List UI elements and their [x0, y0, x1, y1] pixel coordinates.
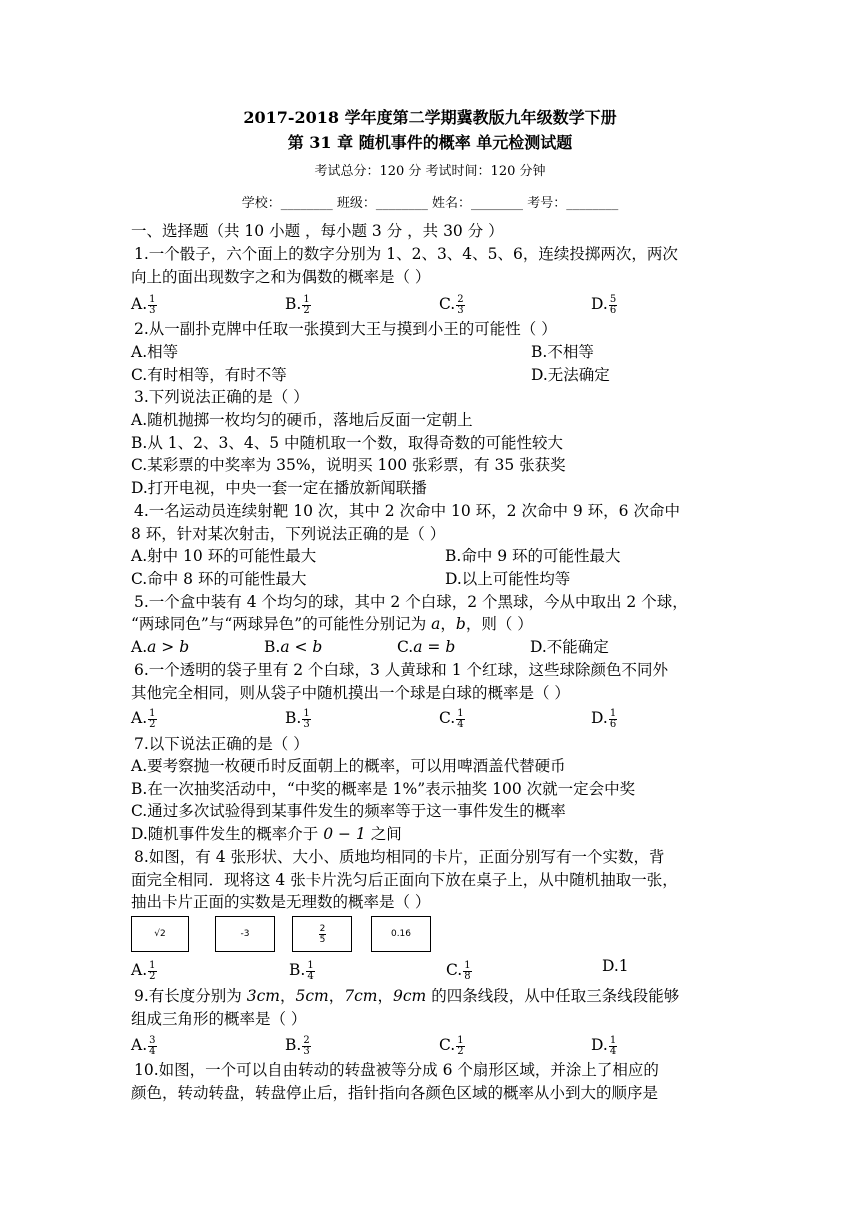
q7-option-b: B.在一次抽奖活动中，“中奖的概率是 1%”表示抽奖 100 次就一定会中奖	[131, 780, 636, 798]
student-info: 学校：________ 班级：________ 姓名：________ 考号：________	[241, 196, 619, 211]
q5-option-a: A.a > b	[131, 638, 190, 656]
title-line-1: 2017-2018 学年度第二学期冀教版九年级数学下册	[243, 108, 617, 127]
q8-option-d: D.1	[602, 957, 629, 975]
q6-line-1: 6.一个透明的袋子里有 2 个白球，3 人黄球和 1 个红球，这些球除颜色不同外	[134, 661, 669, 679]
q9-option-d: D. $\frac{1}{4}$	[591, 1034, 617, 1057]
q9-line-1: 9.有长度分别为 3cm，5cm，7cm，9cm 的四条线段，从中任取三条线段能够	[134, 987, 680, 1005]
q2-option-a: A.相等	[131, 343, 179, 361]
section-heading: 一、选择题（共 10 小题 ，每小题 3 分 ，共 30 分 ）	[131, 222, 504, 240]
q2-option-d: D.无法确定	[531, 366, 610, 384]
q10-line-1: 10.如图，一个可以自由转动的转盘被等分成 6 个扇形区域，并涂上了相应的	[134, 1061, 659, 1079]
q3-option-d: D.打开电视，中央一套一定在播放新闻联播	[131, 479, 427, 497]
q1-option-b: B. $\frac{1}{2}$	[285, 293, 310, 316]
q6-option-d: D. $\frac{1}{6}$	[591, 707, 617, 730]
exam-info: 考试总分：120 分 考试时间：120 分钟	[314, 164, 546, 179]
q1-option-c: C. $\frac{2}{3}$	[439, 293, 464, 316]
q6-option-b: B. $\frac{1}{3}$	[285, 707, 310, 730]
q8-card-sqrt2: √2	[131, 916, 189, 952]
q5-option-b: B.a < b	[264, 638, 323, 656]
q7-option-a: A.要考察抛一枚硬币时反面朝上的概率，可以用啤酒盖代替硬币	[131, 757, 566, 775]
q4-option-a: A.射中 10 环的可能性最大	[131, 547, 317, 565]
q1-line-1: 1.一个骰子，六个面上的数字分别为 1、2、3、4、5、6，连续投掷两次，两次	[134, 245, 678, 263]
q5-option-d: D.不能确定	[530, 638, 609, 656]
q3-option-b: B.从 1、2、3、4、5 中随机取一个数，取得奇数的可能性较大	[131, 434, 563, 452]
q4-line-2: 8 环，针对某次射击，下列说法正确的是（ ）	[131, 525, 446, 543]
q7-line-1: 7.以下说法正确的是（ ）	[134, 735, 309, 753]
q9-option-a: A. $\frac{3}{4}$	[131, 1034, 156, 1057]
q3-option-a: A.随机抛掷一枚均匀的硬币，落地后反面一定朝上	[131, 411, 473, 429]
q4-option-b: B.命中 9 环的可能性最大	[445, 547, 621, 565]
q9-line-2: 组成三角形的概率是（ ）	[131, 1010, 307, 1028]
q9-option-b: B. $\frac{2}{3}$	[285, 1034, 310, 1057]
q5-line-1: 5.一个盒中装有 4 个均匀的球，其中 2 个白球，2 个黑球，今从中取出 2 个球，	[134, 593, 688, 611]
q5-line-2: “两球同色”与“两球异色”的可能性分别记为 a，b，则（ ）	[131, 615, 533, 633]
q3-line-1: 3.下列说法正确的是（ ）	[134, 388, 309, 406]
q8-line-2: 面完全相同．现将这 4 张卡片洗匀后正面向下放在桌子上，从中随机抽取一张，	[131, 871, 678, 889]
q2-option-b: B.不相等	[531, 343, 594, 361]
q8-card-neg3: -3	[215, 916, 275, 952]
q6-line-2: 其他完全相同，则从袋子中随机摸出一个球是白球的概率是（ ）	[131, 684, 570, 702]
q1-option-a: A. $\frac{1}{3}$	[131, 293, 156, 316]
q6-option-c: C. $\frac{1}{4}$	[439, 707, 464, 730]
q8-line-3: 抽出卡片正面的实数是无理数的概率是（ ）	[131, 893, 431, 911]
q4-line-1: 4.一名运动员连续射靶 10 次，其中 2 次命中 10 环，2 次命中 9 环，6 次命中	[134, 502, 680, 520]
q3-option-c: C.某彩票的中奖率为 35%，说明买 100 张彩票，有 35 张获奖	[131, 456, 566, 474]
q8-line-1: 8.如图，有 4 张形状、大小、质地均相同的卡片，正面分别写有一个实数，背	[134, 848, 665, 866]
q4-option-c: C.命中 8 环的可能性最大	[131, 570, 307, 588]
q1-line-2: 向上的面出现数字之和为偶数的概率是（ ）	[131, 268, 431, 286]
q7-option-c: C.通过多次试验得到某事件发生的频率等于这一事件发生的概率	[131, 802, 566, 820]
q2-line-1: 2.从一副扑克牌中任取一张摸到大王与摸到小王的可能性（ ）	[134, 320, 557, 338]
q4-option-d: D.以上可能性均等	[445, 570, 571, 588]
q2-option-c: C.有时相等，有时不等	[131, 366, 287, 384]
q8-card-two-fifths: $\frac{2}{5}$	[292, 916, 352, 952]
q9-option-c: C. $\frac{1}{2}$	[439, 1034, 464, 1057]
q8-option-c: C. $\frac{1}{8}$	[446, 959, 471, 982]
title-line-2: 第 31 章 随机事件的概率 单元检测试题	[287, 133, 573, 152]
q10-line-2: 颜色，转动转盘，转盘停止后，指针指向各颜色区域的概率从小到大的顺序是	[131, 1084, 659, 1102]
q7-option-d: D.随机事件发生的概率介于 0 − 1 之间	[131, 825, 402, 843]
q6-option-a: A. $\frac{1}{2}$	[131, 707, 156, 730]
q8-card-decimal: 0.16	[371, 916, 431, 952]
q8-option-a: A. $\frac{1}{2}$	[131, 959, 156, 982]
q1-option-d: D. $\frac{5}{6}$	[591, 293, 617, 316]
q5-option-c: C.a = b	[397, 638, 456, 656]
q8-option-b: B. $\frac{1}{4}$	[289, 959, 314, 982]
